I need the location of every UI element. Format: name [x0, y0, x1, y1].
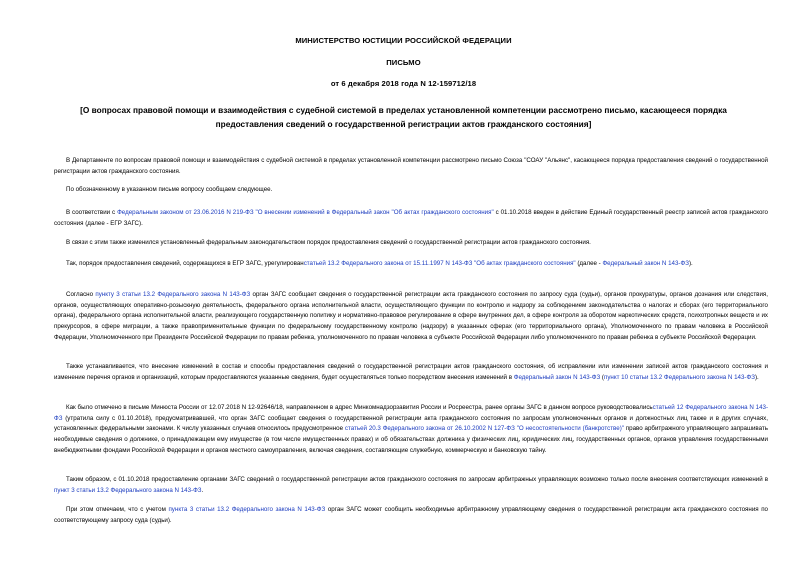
law-143-link[interactable]: Федеральный закон N 143-ФЗ [602, 260, 689, 267]
paragraph-text: Таким образом, с 01.10.2018 предоставление органами ЗАГС сведений о государственной регистрации актов гражданского состояния по запросам арбитражных управляющих возможно только после внесения соответствующих изменений в [66, 476, 768, 483]
paragraph-text: Так, порядок предоставления сведений, содержащихся в ЕГР ЗАГС, урегулирован [66, 260, 304, 267]
document-date-number: от 6 декабря 2018 года N 12-159712/18 [330, 79, 477, 88]
paragraph-10 [54, 505, 768, 526]
paragraph-text: право арбитражного управляющего запрашивать необходимые сведения о должнике, о принадлежащем ему имуществе (в том числе имущественных правах) и об обязательствах должника у физических лиц, юридических лиц, государственных органов, органов управления государственными внебюджетными фондами Российской Федерации и органов местного самоуправления, включая сведения, составляющие служебную, коммерческую и банковскую тайну. [54, 425, 768, 454]
paragraph-text: . [201, 486, 204, 494]
paragraph-text: ( [600, 373, 604, 381]
article-13-2-item-3-link[interactable]: пункт 3 статьи 13.2 Федерального закона N 143-ФЗ [54, 486, 202, 494]
paragraph-6 [54, 290, 768, 344]
paragraph-9 [54, 475, 768, 496]
paragraph-text: В Департаменте по вопросам правовой помощи и взаимодействия с судебной системой в пределах установленной компетенции рассмотрено письмо Союза "СОАУ "Альянс", касающееся порядка предоставления сведений о государственной регистрации актов гражданского состояния. [54, 157, 768, 175]
document-subject [30, 103, 777, 131]
article-13-2-item-10-link[interactable]: пункт 10 статьи 13.2 Федерального закона N 143-ФЗ [603, 373, 755, 381]
paragraph-text: орган ЗАГС может сообщить необходимые арбитражному управляющему сведения о государственной регистрации акта гражданского состояния по соответствующему запросу суда (судьи). [54, 506, 768, 524]
paragraph-8 [54, 403, 768, 457]
subject-line-2: предоставления сведений о государственной регистрации актов гражданского состояния] [215, 119, 592, 129]
law-219-link[interactable]: Федеральным законом от 23.06.2016 N 219-ФЗ "О внесении изменений в Федеральный закон "Об актах гражданского состояния" [117, 209, 494, 216]
paragraph-text: В связи с этим также изменился установленный федеральным законодательством порядок предоставления сведений о государственной регистрации актов гражданского состояния. [66, 239, 591, 246]
paragraph-5 [54, 259, 768, 270]
paragraph-text: (утратила силу с 01.10.2018), предусматривавшей, что орган ЗАГС сообщает сведения о государственной регистрации акта гражданского состояния по запросам уполномоченных органов и должностных лиц также и в других случаях, установленных федеральными законами. К числу указанных случаев относилось предусмотренное [54, 414, 768, 433]
paragraph-text: Также устанавливается, что внесение изменений в состав и способы предоставления сведений о государственной регистрации актов гражданского состояния, об исправлении или изменении записей актов гражданского состояния и изменение перечня органов и организаций, которым предоставляются указанные сведения, будет осуществляться только посредством внесения изменений в [54, 363, 768, 381]
article-12-law-143-link[interactable]: статьей 12 Федерального закона N 143-ФЗ [54, 404, 769, 422]
paragraph-7 [54, 362, 768, 383]
article-13-2-law-143-link[interactable]: статьей 13.2 Федерального закона от 15.11.1997 N 143-ФЗ "Об актах гражданского состояния" [303, 260, 576, 267]
paragraph-text: Согласно [66, 291, 96, 298]
subject-line-1: [О вопросах правовой помощи и взаимодействия с судебной системой в пределах установленной компетенции рассмотрено письмо, касающееся порядка [80, 105, 727, 115]
law-143-link[interactable]: Федеральный закон N 143-ФЗ [513, 373, 601, 381]
paragraph-text: ). [688, 260, 693, 267]
paragraph-text: ). [754, 373, 759, 381]
paragraph-1 [54, 156, 768, 177]
paragraph-text: Как было отмечено в письме Минюста России от 12.07.2018 N 12-92646/18, направленном в адрес Минкомнадзорзавития России и Росреестра, ранее органы ЗАГС в данном вопросе руководствовались [66, 404, 653, 411]
article-13-2-item-3-link[interactable]: пункта 3 статьи 13.2 Федерального закона N 143-ФЗ [168, 506, 326, 513]
paragraph-2 [54, 185, 768, 196]
document-type: ПИСЬМО [386, 58, 421, 67]
paragraph-text: По обозначенному в указанном письме вопросу сообщаем следующее. [66, 186, 273, 193]
paragraph-text: При этом отмечаем, что с учетом [66, 506, 169, 513]
ministry-heading: МИНИСТЕРСТВО ЮСТИЦИИ РОССИЙСКОЙ ФЕДЕРАЦИИ [295, 36, 512, 45]
bankruptcy-law-link[interactable]: статьей 20.3 Федерального закона от 26.10.2002 N 127-ФЗ "О несостоятельности (банкротстве)" [344, 425, 624, 433]
paragraph-text: с 01.10.2018 введен в действие Единый государственный реестр записей актов гражданского состояния (далее - ЕГР ЗАГС). [54, 209, 768, 227]
article-13-2-item-3-link[interactable]: пункту 3 статьи 13.2 Федерального закона N 143-ФЗ [95, 291, 251, 298]
paragraph-text: орган ЗАГС сообщает сведения о государственной регистрации акта гражданского состояния по запросу суда (судьи), органов прокуратуры, органов дознания или следствия, органов, осуществляющих оперативно-розыскную деятельность, федерального органа исполнительной власти, осуществляющего функции по контролю и надзору за соблюдением законодательства о налогах и сборах (его территориального органа), федерального органа исполнительной власти, реализующего государственную политику и нормативно-правовое регулирование в сфере внутренних дел, в сфере контроля за оборотом наркотических средств, психотропных веществ и их прекурсоров, в сфере миграции, а также правоприменительные функции по федеральному государственному контролю (надзору) в указанных сферах (его территориального органа), Уполномоченного по правам человека в Российской Федерации, Уполномоченного при Президенте Российской Федерации по правам ребенка, уполномоченного по правам человека в субъекте Российской Федерации либо уполномоченного по правам ребенка в субъекте Российской Федерации. [54, 291, 768, 341]
paragraph-text: (далее - [575, 260, 603, 267]
paragraph-4 [54, 238, 768, 249]
paragraph-3 [54, 208, 768, 229]
paragraph-text: В соответствии с [66, 209, 118, 216]
